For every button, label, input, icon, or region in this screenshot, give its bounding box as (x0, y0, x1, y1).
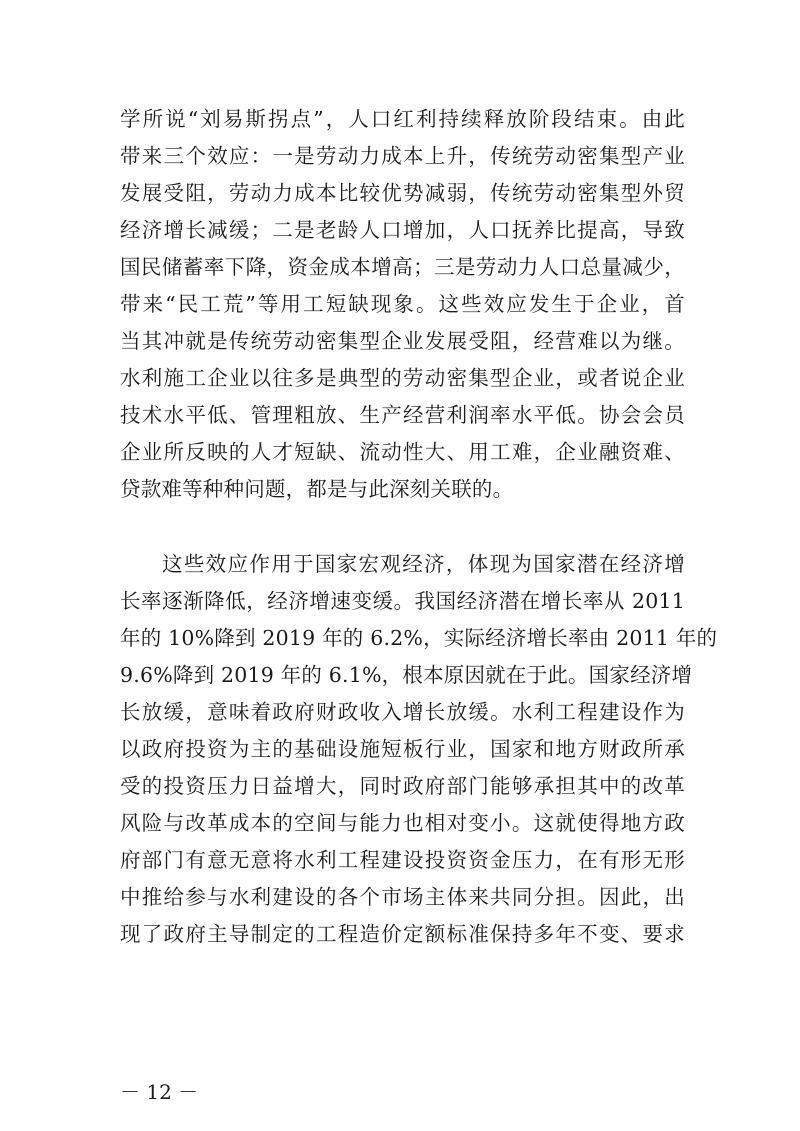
text-line: 发展受阻，劳动力成本比较优势减弱，传统劳动密集型外贸 (120, 181, 685, 205)
text-line: 带来“民工荒”等用工短缺现象。这些效应发生于企业，首 (120, 292, 685, 316)
text-line: 当其冲就是传统劳动密集型企业发展受阻，经营难以为继。 (120, 329, 685, 353)
text-line: 企业所反映的人才短缺、流动性大、用工难，企业融资难、 (120, 440, 685, 464)
text-line: 经济增长减缓；二是老龄人口增加，人口抚养比提高，导致 (120, 218, 685, 242)
text-line: 学所说“刘易斯拐点”，人口红利持续释放阶段结束。由此 (120, 107, 685, 131)
paragraph-first-line: 这些效应作用于国家宏观经济，体现为国家潜在经济增 (162, 552, 685, 576)
text-line: 年的 10%降到 2019 年的 6.2%，实际经济增长率由 2011 年的 (120, 626, 718, 650)
text-line: 国民储蓄率下降，资金成本增高；三是劳动力人口总量减少， (120, 255, 685, 279)
text-line: 水利施工企业以往多是典型的劳动密集型企业，或者说企业 (120, 366, 685, 390)
text-line: 9.6%降到 2019 年的 6.1%，根本原因就在于此。国家经济增 (120, 663, 693, 687)
text-line: 长放缓，意味着政府财政收入增长放缓。水利工程建设作为 (120, 700, 685, 724)
page-number: － 12 － (120, 1080, 199, 1104)
text-line: 以政府投资为主的基础设施短板行业，国家和地方财政所承 (120, 737, 685, 761)
text-line: 风险与改革成本的空间与能力也相对变小。这就使得地方政 (120, 811, 685, 835)
text-line: 府部门有意无意将水利工程建设投资资金压力，在有形无形 (120, 848, 685, 872)
text-line: 贷款难等种种问题，都是与此深刻关联的。 (120, 477, 514, 501)
text-line: 长率逐渐降低，经济增速变缓。我国经济潜在增长率从 2011 (120, 589, 685, 613)
text-line: 中推给参与水利建设的各个市场主体来共同分担。因此，出 (120, 885, 685, 909)
text-line: 带来三个效应：一是劳动力成本上升，传统劳动密集型产业 (120, 144, 685, 168)
text-line: 技术水平低、管理粗放、生产经营利润率水平低。协会会员 (120, 403, 685, 427)
text-line: 受的投资压力日益增大，同时政府部门能够承担其中的改革 (120, 774, 685, 798)
text-line: 现了政府主导制定的工程造价定额标准保持多年不变、要求 (120, 922, 685, 946)
